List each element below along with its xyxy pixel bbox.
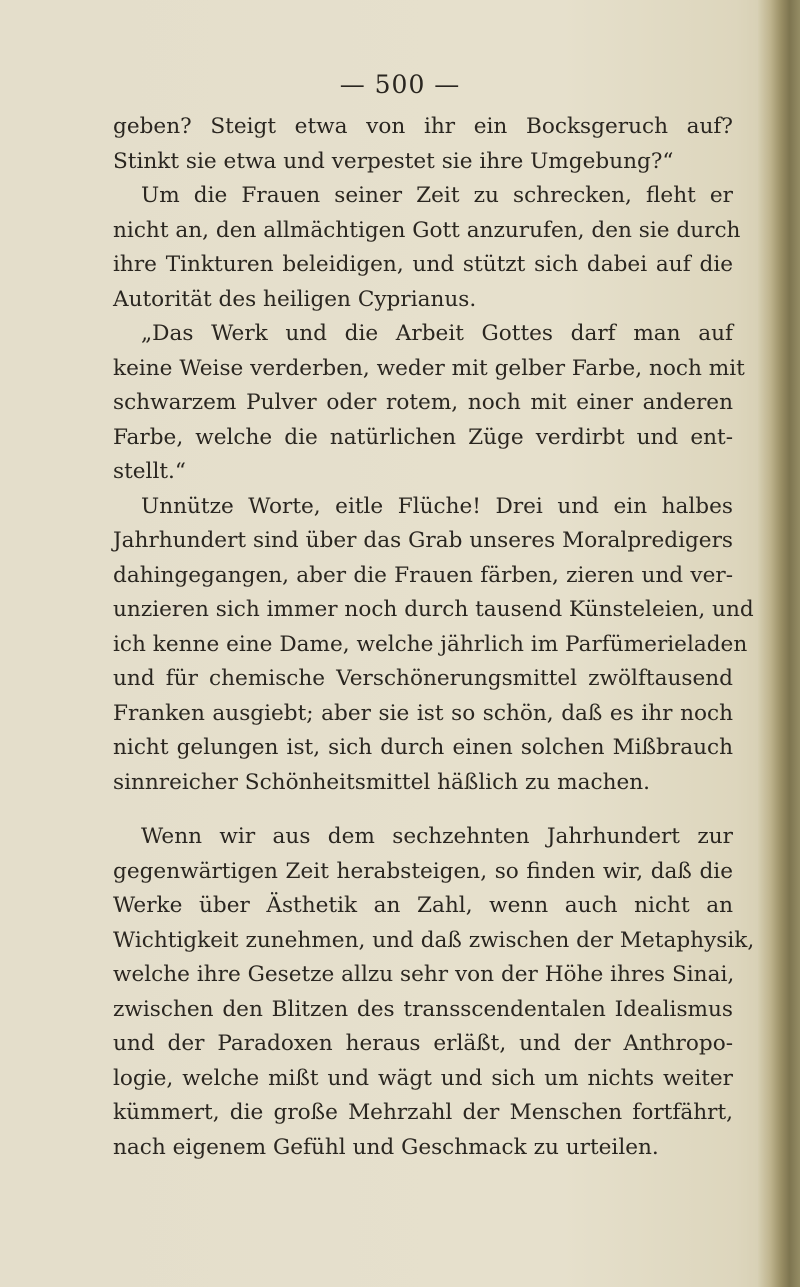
text-line: Franken ausgiebt; aber sie ist so schön, daß es ihr noch	[113, 700, 733, 726]
text-line: Wichtigkeit zunehmen, und daß zwischen der Metaphysik,	[113, 927, 755, 953]
text-line: keine Weise verderben, weder mit gelber Farbe, noch mit	[113, 355, 745, 381]
text-line: Unnütze Worte, eitle Flüche! Drei und ein halbes	[141, 493, 733, 519]
text-line: geben? Steigt etwa von ihr ein Bocksgeruch auf?	[113, 114, 733, 139]
paragraph-3	[113, 317, 745, 490]
text-line: schwarzem Pulver oder rotem, noch mit einer anderen	[113, 390, 733, 415]
text-line: unzieren sich immer noch durch tausend Künsteleien, und	[113, 597, 754, 622]
text-line: Farbe, welche die natürlichen Züge verdirbt und ent-	[113, 424, 733, 450]
text-line: Autorität des heiligen Cyprianus.	[113, 286, 477, 312]
paragraph-1	[113, 110, 733, 179]
text-line: logie, welche mißt und wägt und sich um nichts weiter	[113, 1065, 733, 1091]
text-line: zwischen den Blitzen des transscendentalen Idealismus	[113, 996, 733, 1022]
text-line: sinnreicher Schönheitsmittel häßlich zu machen.	[113, 769, 651, 795]
page-number: — 500 —	[339, 70, 461, 99]
text-line: gegenwärtigen Zeit herabsteigen, so finden wir, daß die	[113, 858, 733, 884]
body-text	[113, 110, 755, 1165]
paragraph-2	[113, 179, 741, 317]
text-line: Stinkt sie etwa und verpestet sie ihre Umgebung?“	[113, 148, 674, 174]
text-line: Wenn wir aus dem sechzehnten Jahrhundert zur	[141, 824, 733, 849]
page-edge-shadow	[758, 0, 800, 1287]
text-line: ihre Tinkturen beleidigen, und stützt sich dabei auf die	[113, 252, 733, 277]
text-line: Jahrhundert sind über das Grab unseres Moralpredigers	[113, 528, 733, 553]
text-line: nach eigenem Gefühl und Geschmack zu urteilen.	[113, 1134, 659, 1160]
text-line: nicht an, den allmächtigen Gott anzurufen, den sie durch	[113, 217, 741, 243]
text-line: welche ihre Gesetze allzu sehr von der Höhe ihres Sinai,	[113, 962, 735, 987]
text-line: ich kenne eine Dame, welche jährlich im Parfümerieladen	[113, 631, 748, 657]
text-line: kümmert, die große Mehrzahl der Menschen fortfährt,	[113, 1100, 733, 1125]
text-line: Werke über Ästhetik an Zahl, wenn auch nicht an	[113, 893, 733, 918]
text-line: „Das Werk und die Arbeit Gottes darf man auf	[141, 321, 733, 346]
text-line: nicht gelungen ist, sich durch einen solchen Mißbrauch	[113, 735, 733, 760]
paragraph-5	[113, 820, 755, 1165]
paragraph-4	[113, 490, 754, 801]
section-gap	[113, 800, 733, 820]
text-line: Um die Frauen seiner Zeit zu schrecken, fleht er	[141, 183, 733, 208]
text-line: und für chemische Verschönerungsmittel zwölftausend	[113, 666, 733, 691]
text-line: und der Paradoxen heraus erläßt, und der Anthropo-	[113, 1031, 733, 1056]
text-line: dahingegangen, aber die Frauen färben, zieren und ver-	[113, 562, 733, 588]
text-line: stellt.“	[113, 459, 186, 484]
